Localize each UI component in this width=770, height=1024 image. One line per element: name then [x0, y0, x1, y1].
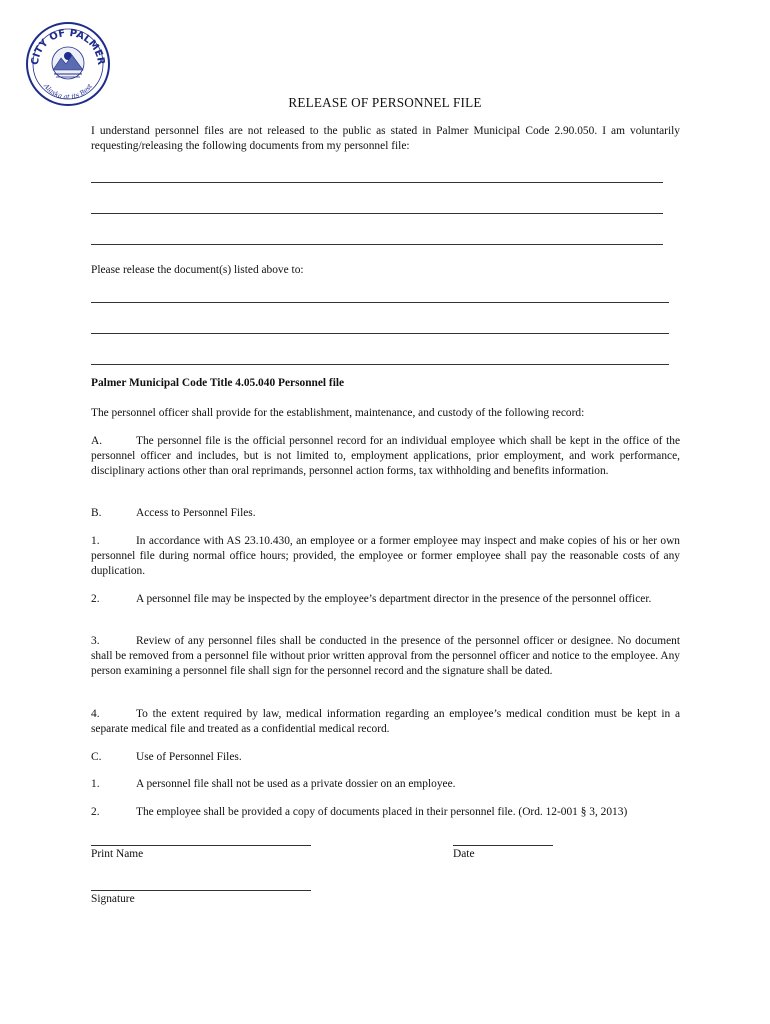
section-text: Access to Personnel Files. — [136, 507, 256, 519]
intro-paragraph: I understand personnel files are not released to the public as stated in Palmer Municipal Code 2.90.050. I am voluntarily requesting/releasing the following documents from my personnel file: — [91, 125, 680, 152]
seal-name-text: CITY OF PALMER — [29, 27, 107, 66]
section-b2 — [91, 592, 680, 607]
code-heading: Palmer Municipal Code Title 4.05.040 Personnel file — [91, 377, 345, 389]
section-text: In accordance with AS 23.10.430, an employee or a former employee may inspect and make copies of his or her own personnel file during normal office hours; provided, the employee or former employee shall pay the reasonable costs of any duplication. — [91, 535, 680, 577]
section-b3 — [91, 634, 680, 679]
section-text: Review of any personnel files shall be conducted in the presence of the personnel officer or designee. No document shall be removed from a personnel file without prior written approval from the personnel officer and notice to the employee. Any person examining a personnel file shall sign for the personnel record and the signature shall be dated. — [91, 635, 680, 677]
section-b — [91, 506, 680, 521]
section-number: 1. — [91, 535, 100, 547]
section-number: A. — [91, 435, 103, 447]
recipient-line-1[interactable] — [91, 302, 669, 303]
document-line-1[interactable] — [91, 182, 663, 183]
section-c1 — [91, 777, 680, 792]
signature-line[interactable] — [91, 890, 311, 891]
print-name-line[interactable] — [91, 845, 311, 846]
section-number: 2. — [91, 806, 100, 818]
section-text: To the extent required by law, medical information regarding an employee’s medical condition must be kept in a separate medical file and treated as a confidential medical record. — [91, 708, 680, 735]
date-line[interactable] — [453, 845, 553, 846]
seal-motto-text: Alaska at its Best — [42, 82, 94, 102]
recipient-line-3[interactable] — [91, 364, 669, 365]
section-c — [91, 750, 680, 765]
release-to-label: Please release the document(s) listed above to: — [91, 264, 304, 276]
mountain-sun-icon — [52, 47, 84, 79]
form-title: RELEASE OF PERSONNEL FILE — [288, 95, 482, 110]
code-intro: The personnel officer shall provide for the establishment, maintenance, and custody of the following record: — [91, 407, 585, 419]
section-text: A personnel file may be inspected by the employee’s department director in the presence of the personnel officer. — [136, 593, 652, 605]
recipient-line-2[interactable] — [91, 333, 669, 334]
section-number: 2. — [91, 593, 100, 605]
section-number: 1. — [91, 778, 100, 790]
section-a — [91, 434, 680, 479]
section-c2 — [91, 805, 680, 820]
section-text: Use of Personnel Files. — [136, 751, 242, 763]
section-number: 3. — [91, 635, 100, 647]
print-name-label: Print Name — [91, 848, 144, 860]
document-line-3[interactable] — [91, 244, 663, 245]
section-number: B. — [91, 507, 102, 519]
section-b4 — [91, 707, 680, 737]
section-text: A personnel file shall not be used as a private dossier on an employee. — [136, 778, 456, 790]
section-number: C. — [91, 751, 102, 763]
document-line-2[interactable] — [91, 213, 663, 214]
city-of-palmer-seal — [26, 22, 110, 106]
section-text: The personnel file is the official personnel record for an individual employee which shall be kept in the office of the personnel officer and includes, but is not limited to, employment applications, prior employment, and work performance, disciplinary actions other than oral reprimands, personnel action forms, tax withholding and benefits information. — [91, 435, 680, 477]
section-text: The employee shall be provided a copy of documents placed in their personnel file. (Ord. 12-001 § 3, 2013) — [136, 806, 628, 818]
section-b1 — [91, 534, 680, 579]
section-number: 4. — [91, 708, 100, 720]
signature-label: Signature — [91, 893, 135, 905]
date-label: Date — [453, 848, 475, 860]
